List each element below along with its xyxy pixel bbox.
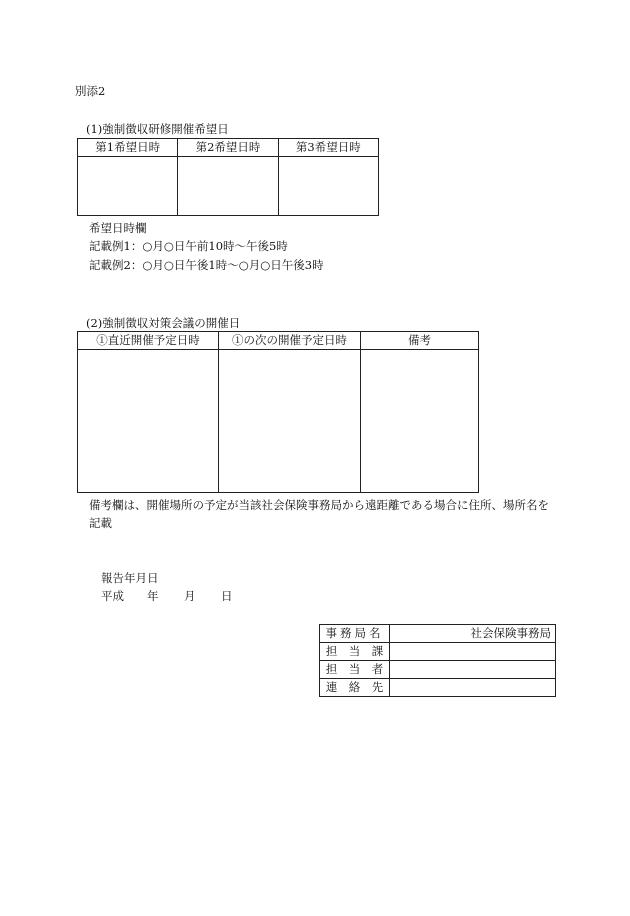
report-date-month: 月 — [184, 589, 196, 603]
department-value[interactable] — [390, 643, 556, 661]
report-date-year: 年 — [147, 589, 159, 603]
section2-title: (2)強制徴収対策会議の開催日 — [86, 316, 241, 330]
header-remarks: 備考 — [361, 332, 479, 350]
third-choice-cell[interactable] — [278, 157, 378, 216]
header-next-meeting: ①直近開催予定日時 — [78, 332, 219, 350]
example-1: 記載例1：○月○日午前10時～午後5時 — [89, 239, 288, 253]
attachment-label: 別添2 — [75, 84, 106, 98]
contact-value[interactable] — [390, 679, 556, 697]
office-name-label: 事務局名 — [320, 625, 390, 643]
office-info-table — [319, 624, 556, 697]
person-in-charge-value[interactable] — [390, 661, 556, 679]
remarks-note: 備考欄は、開催場所の予定が当該社会保険事務局から遠距離である場合に住所、場所名を記載 — [89, 498, 549, 530]
second-choice-cell[interactable] — [178, 157, 278, 216]
header-first-choice: 第1希望日時 — [78, 139, 178, 157]
preferred-dates-table — [77, 138, 379, 216]
report-date-label: 報告年月日 — [101, 571, 159, 585]
person-in-charge-label: 担 当 者 — [320, 661, 390, 679]
example-2: 記載例2：○月○日午後1時～○月○日午後3時 — [89, 258, 324, 272]
preferred-date-note-title: 希望日時欄 — [89, 221, 147, 235]
header-third-choice: 第3希望日時 — [278, 139, 378, 157]
meeting-dates-table — [77, 331, 479, 493]
report-date-era: 平成 — [101, 589, 124, 603]
remarks-cell[interactable] — [361, 350, 479, 493]
office-name-value[interactable]: 社会保険事務局 — [390, 625, 556, 643]
header-second-choice: 第2希望日時 — [178, 139, 278, 157]
contact-label: 連 絡 先 — [320, 679, 390, 697]
report-date-day: 日 — [221, 589, 233, 603]
header-following-meeting: ①の次の開催予定日時 — [219, 332, 361, 350]
section1-title: (1)強制徴収研修開催希望日 — [86, 122, 229, 136]
department-label: 担 当 課 — [320, 643, 390, 661]
first-choice-cell[interactable] — [78, 157, 178, 216]
following-meeting-cell[interactable] — [219, 350, 361, 493]
next-meeting-cell[interactable] — [78, 350, 219, 493]
